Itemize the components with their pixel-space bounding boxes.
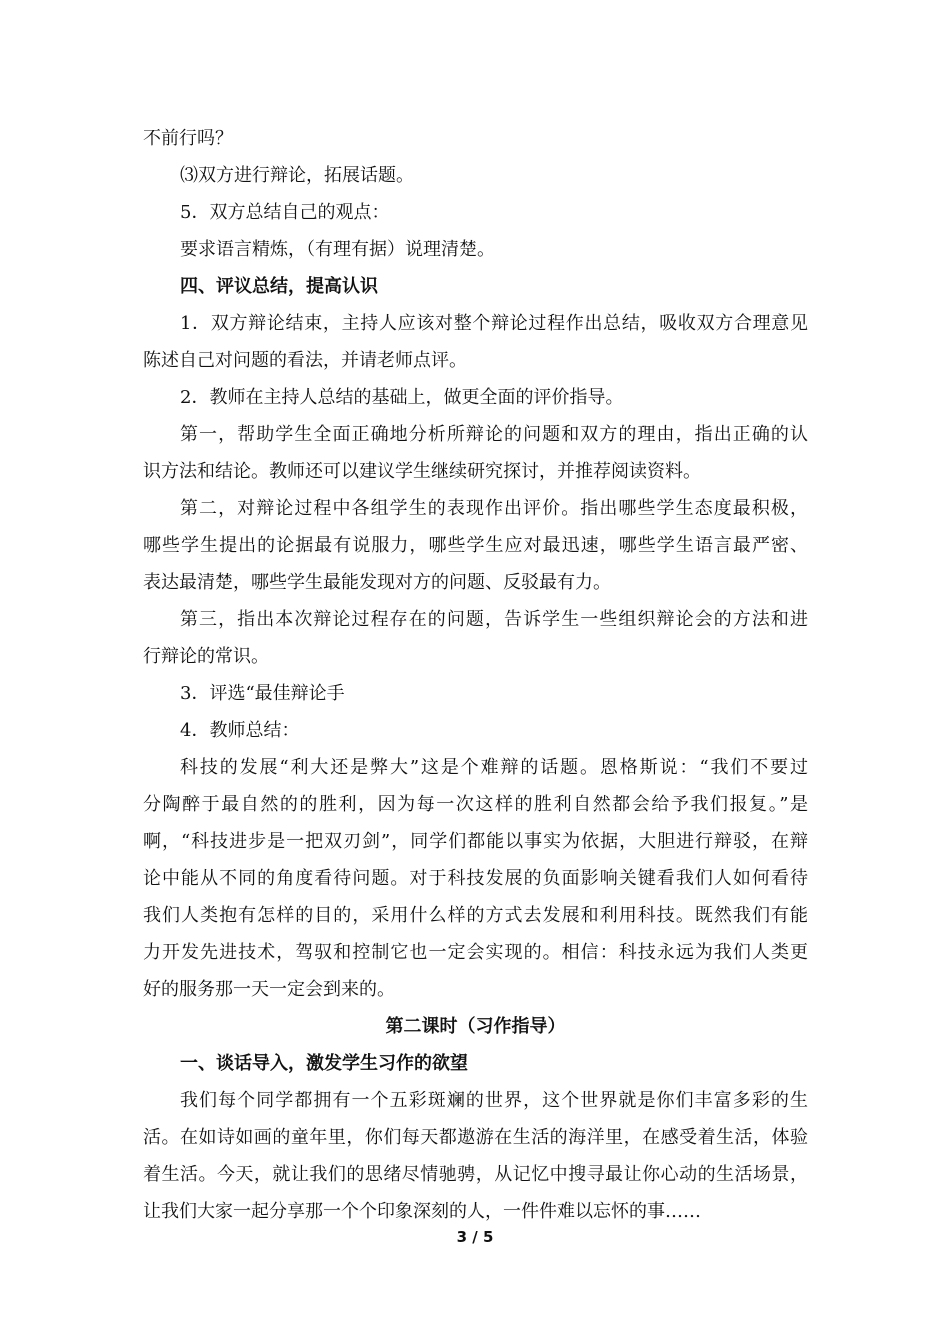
page-number: 3 / 5: [456, 1228, 494, 1246]
page-body: [143, 120, 808, 1230]
text-line: 第二，对辩论过程中各组学生的表现作出评价。指出哪些学生态度最积极，: [180, 498, 808, 519]
text-line: 论中能从不同的角度看待问题。对于科技发展的负面影响关键看我们人如何看待: [143, 868, 808, 889]
text-line: 科技的发展“利大还是弊大”这是个难辩的话题。恩格斯说：“我们不要过: [180, 757, 808, 778]
text-line: 陈述自己对问题的看法，并请老师点评。: [143, 350, 467, 371]
text-line: 识方法和结论。教师还可以建议学生继续研究探讨，并推荐阅读资料。: [143, 461, 701, 482]
text-line: 让我们大家一起分享那一个个印象深刻的人，一件件难以忘怀的事……: [143, 1201, 701, 1222]
text-line: 2．教师在主持人总结的基础上，做更全面的评价指导。: [180, 387, 624, 408]
section-heading: 一、谈话导入，激发学生习作的欲望: [180, 1053, 468, 1074]
text-line: 活。在如诗如画的童年里，你们每天都遨游在生活的海洋里，在感受着生活，体验: [143, 1127, 808, 1148]
text-line: 哪些学生提出的论据最有说服力，哪些学生应对最迅速，哪些学生语言最严密、: [143, 535, 808, 556]
text-line: 不前行吗？: [143, 128, 233, 149]
text-line: 第一，帮助学生全面正确地分析所辩论的问题和双方的理由，指出正确的认: [180, 424, 808, 445]
text-line: 第三，指出本次辩论过程存在的问题，告诉学生一些组织辩论会的方法和进: [180, 609, 808, 630]
text-line: 5．双方总结自己的观点：: [180, 202, 390, 223]
text-line: 要求语言精炼，（有理有据）说理清楚。: [180, 239, 495, 260]
text-line: 3．评选“最佳辩论手: [180, 683, 345, 704]
lesson-title: 第二课时（习作指导）: [385, 1016, 566, 1037]
text-line: 我们每个同学都拥有一个五彩斑斓的世界，这个世界就是你们丰富多彩的生: [180, 1090, 808, 1111]
text-line: 分陶醉于最自然的的胜利，因为每一次这样的胜利自然都会给予我们报复。”是: [143, 794, 808, 815]
text-line: 4．教师总结：: [180, 720, 300, 741]
text-line: 力开发先进技术，驾驭和控制它也一定会实现的。相信：科技永远为我们人类更: [143, 942, 808, 963]
text-line: 1．双方辩论结束，主持人应该对整个辩论过程作出总结，吸收双方合理意见: [180, 313, 808, 334]
text-line: 啊，“科技进步是一把双刃剑”，同学们都能以事实为依据，大胆进行辩驳，在辩: [143, 831, 808, 852]
text-line: 表达最清楚，哪些学生最能发现对方的问题、反驳最有力。: [143, 572, 611, 593]
text-line: 行辩论的常识。: [143, 646, 269, 667]
text-line: 我们人类抱有怎样的目的，采用什么样的方式去发展和利用科技。既然我们有能: [143, 905, 808, 926]
section-heading: 四、评议总结，提高认识: [180, 276, 378, 297]
text-line: ⑶双方进行辩论，拓展话题。: [180, 165, 414, 186]
text-line: 着生活。今天，就让我们的思绪尽情驰骋，从记忆中搜寻最让你心动的生活场景，: [143, 1164, 808, 1185]
text-line: 好的服务那一天一定会到来的。: [143, 979, 395, 1000]
